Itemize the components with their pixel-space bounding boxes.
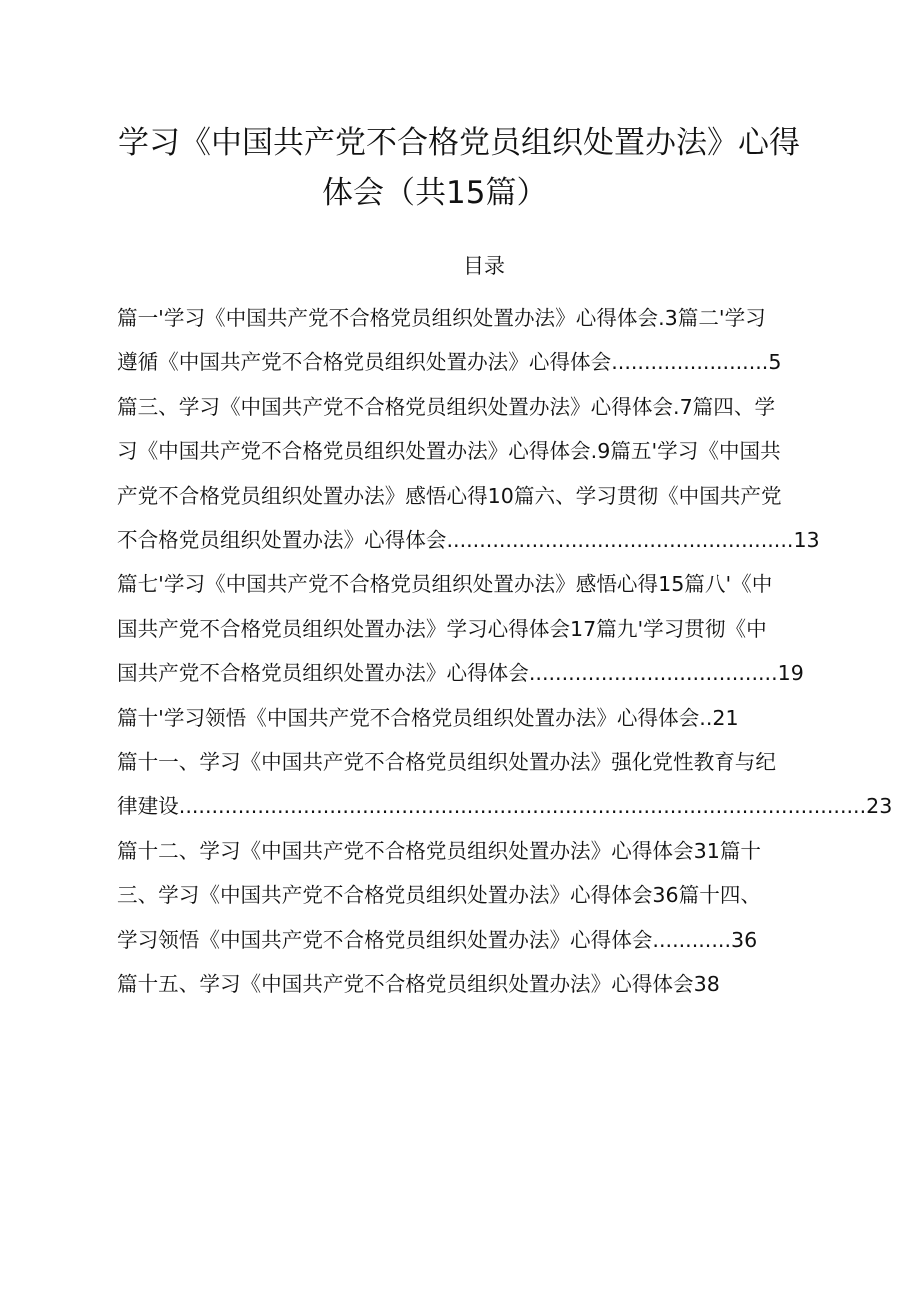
- toc-line: 三、学习《中国共产党不合格党员组织处置办法》心得体会36篇十四、: [117, 883, 762, 908]
- toc-line: 篇十二、学习《中国共产党不合格党员组织处置办法》心得体会31篇十: [117, 838, 762, 863]
- toc-line: 篇十一、学习《中国共产党不合格党员组织处置办法》强化党性教育与纪: [117, 750, 776, 775]
- document-title-line-1: 学习《中国共产党不合格党员组织处置办法》心得: [118, 125, 800, 161]
- toc-line: 国共产党不合格党员组织处置办法》学习心得体会17篇九'学习贯彻《中: [117, 616, 767, 641]
- toc-line: 国共产党不合格党员组织处置办法》心得体会......................................19: [117, 661, 804, 686]
- toc-line: 学习领悟《中国共产党不合格党员组织处置办法》心得体会............36: [117, 927, 758, 952]
- toc-line: 篇十五、学习《中国共产党不合格党员组织处置办法》心得体会38: [117, 972, 720, 997]
- document-title: [100, 118, 840, 218]
- toc-heading: 目录: [463, 254, 505, 278]
- document-title-line-2: 体会（共15篇）: [322, 175, 548, 211]
- toc-line: 遵循《中国共产党不合格党员组织处置办法》心得体会........................5: [117, 350, 782, 375]
- toc-line: 产党不合格党员组织处置办法》感悟心得10篇六、学习贯彻《中国共产党: [117, 483, 782, 508]
- toc-line: 习《中国共产党不合格党员组织处置办法》心得体会.9篇五'学习《中国共: [117, 439, 781, 464]
- toc-line: 篇三、学习《中国共产党不合格党员组织处置办法》心得体会.7篇四、学: [117, 394, 776, 419]
- toc-line: 律建设.........................................................................................................23: [117, 794, 893, 819]
- toc-line: 不合格党员组织处置办法》心得体会.....................................................13: [117, 528, 820, 553]
- table-of-contents: [117, 296, 893, 1007]
- toc-line: 篇十'学习领悟《中国共产党不合格党员组织处置办法》心得体会..21: [117, 705, 739, 730]
- toc-line: 篇七'学习《中国共产党不合格党员组织处置办法》感悟心得15篇八'《中: [117, 572, 773, 597]
- toc-line: 篇一'学习《中国共产党不合格党员组织处置办法》心得体会.3篇二'学习: [117, 306, 766, 330]
